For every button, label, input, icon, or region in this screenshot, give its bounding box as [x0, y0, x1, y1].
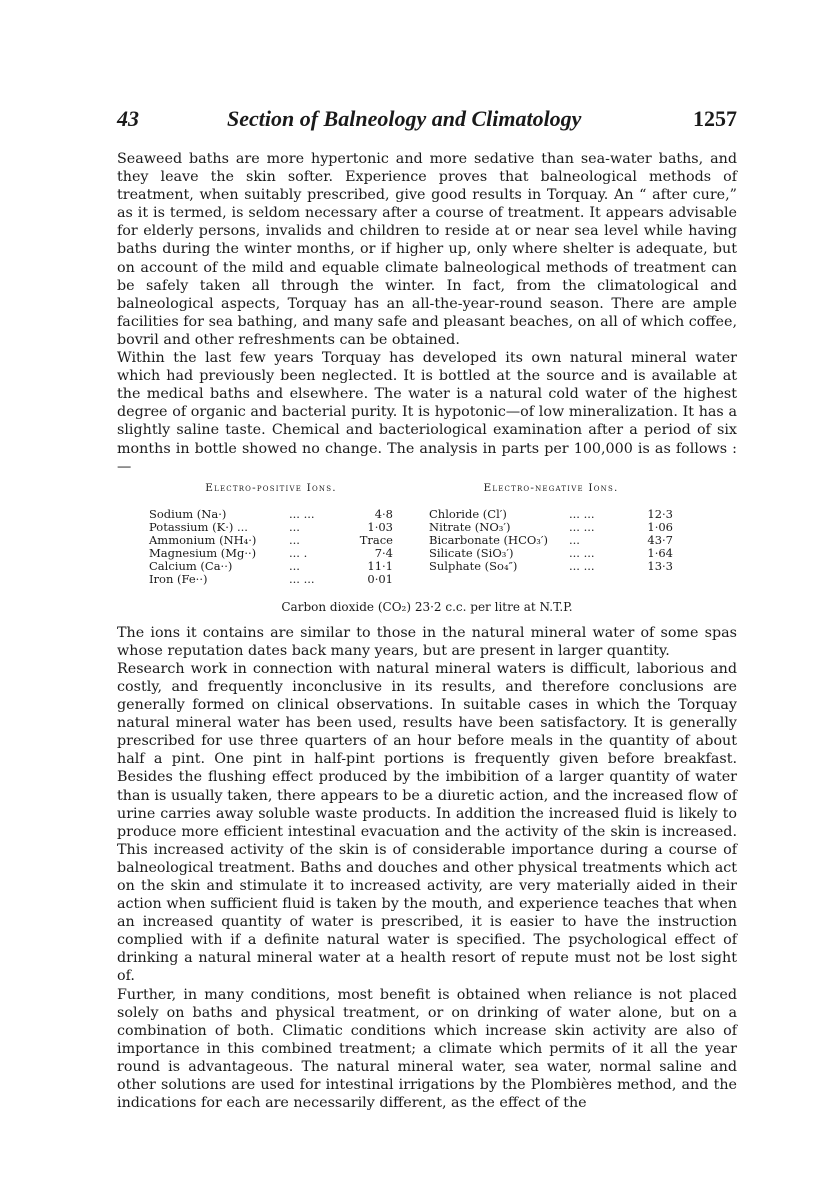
ion-value: 43·7: [647, 532, 673, 547]
leader-dots: ... ...: [569, 558, 595, 573]
ion-value: 1·64: [647, 545, 673, 560]
negative-ions-column: [429, 482, 673, 573]
ion-value: 13·3: [647, 558, 673, 573]
ion-name: Silicate (SiO₃′): [429, 545, 514, 560]
ion-row: [429, 547, 673, 560]
ion-value: 11·1: [367, 558, 393, 573]
ion-name: Bicarbonate (HCO₃′): [429, 532, 549, 547]
page-number: 1257: [693, 106, 737, 131]
negative-ions-heading: Electro-negative Ions.: [483, 481, 619, 494]
ion-value: 4·8: [374, 506, 393, 521]
leader-dots: ...: [289, 558, 300, 573]
ion-analysis-table: [117, 482, 737, 624]
leader-dots: ...: [289, 519, 300, 534]
ion-name: Chloride (Cl′): [429, 506, 507, 521]
ion-row: [149, 508, 393, 521]
leader-dots: ... ...: [569, 506, 595, 521]
header-title: Section of Balneology and Climatology: [227, 106, 582, 131]
leader-dots: ... ...: [289, 506, 315, 521]
ion-value: 1·03: [367, 519, 393, 534]
leader-dots: ... ...: [289, 571, 315, 586]
ion-row: [429, 534, 673, 547]
ion-row: [149, 521, 393, 534]
leader-dots: ...: [289, 532, 300, 547]
ion-name: Sodium (Na·): [149, 506, 227, 521]
ion-name: Potassium (K·) ...: [149, 519, 248, 534]
ion-row: [149, 573, 393, 586]
running-header: [117, 102, 737, 134]
ion-name: Sulphate (So₄″): [429, 558, 518, 573]
ion-row: [149, 547, 393, 560]
ion-value: 0·01: [367, 571, 393, 586]
ion-row: [429, 521, 673, 534]
ion-row: [149, 560, 393, 573]
leader-dots: ... ...: [569, 519, 595, 534]
ion-value: 1·06: [647, 519, 673, 534]
co2-note: Carbon dioxide (CO₂) 23·2 c.c. per litre at N.T.P.: [281, 599, 573, 614]
ion-name: Magnesium (Mg··): [149, 545, 257, 560]
ion-row: [149, 534, 393, 547]
paragraph-research-work: Research work in connection with natural mineral waters is difficult, laborious and costly, and frequently inconclusive in its results, and therefore conclusions are generally formed on clinical observations. In suitable cases in which the Torquay natural mineral water has been used, results have been satisfactory. It is generally prescribed for use three quarters of an hour before meals in the quantity of about half a pint. One pint in half-pint portions is frequently given before breakfast. Besides the flushing effect produced by the imbibition of a larger quantity of water than is usually taken, there appears to be a diuretic action, and the increased flow of urine carries away soluble waste products. In addition the increased fluid is likely to produce more efficient intestinal evacuation and the activity of the skin is increased. This increased activity of the skin is of considerable importance during a course of balneological treatment. Baths and douches and other physical treatments which act on the skin and stimulate it to increased activity, are very materially aided in their action when sufficient fluid is taken by the mouth, and experience teaches that when an increased quantity of water is prescribed, it is easier to have the instruction complied with if a definite natural water is specified. The psychological effect of drinking a natural mineral water at a health resort of repute must not be lost sight of.: [117, 660, 737, 985]
ion-name: Nitrate (NO₃′): [429, 519, 511, 534]
ion-name: Calcium (Ca··): [149, 558, 233, 573]
positive-ions-column: [149, 482, 393, 586]
leader-dots: ...: [569, 532, 580, 547]
ion-row: [429, 560, 673, 573]
ion-name: Iron (Fe··): [149, 571, 208, 586]
positive-ions-heading: Electro-positive Ions.: [205, 481, 337, 494]
ion-value: Trace: [359, 532, 393, 547]
ion-name: Ammonium (NH₄·): [149, 532, 257, 547]
ion-value: 7·4: [374, 545, 393, 560]
leader-dots: ... .: [289, 545, 308, 560]
paragraph-seaweed-baths: Seaweed baths are more hypertonic and more sedative than sea-water baths, and they leave the skin softer. Experience proves that balneological methods of treatment, when suitably prescribed, give good results in Torquay. An “ after cure,” as it is termed, is seldom necessary after a course of treatment. It appears advisable for elderly persons, invalids and children to reside at or near sea level while having baths during the winter months, or if higher up, only where shelter is adequate, but on account of the mild and equable climate balneological methods of treatment can be safely taken all through the winter. In fact, from the climatological and balneological aspects, Torquay has an all-the-year-round season. There are ample facilities for sea bathing, and many safe and pleasant beaches, on all of which coffee, bovril and other refreshments can be obtained.: [117, 151, 737, 348]
header-left-number: 43: [117, 106, 139, 131]
ion-value: 12·3: [647, 506, 673, 521]
paragraph-mineral-water: Within the last few years Torquay has developed its own natural mineral water which had previously been neglected. It is bottled at the source and is available at the medical baths and elsewhere. The water is a natural cold water of the highest degree of organic and bacterial purity. It is hypotonic—of low mineralization. It has a slightly saline taste. Chemical and bacteriological examination after a period of six months in bottle showed no change. The analysis in parts per 100,000 is as follows :—: [117, 350, 737, 475]
paragraph-combined-treatment: Further, in many conditions, most benefit is obtained when reliance is not placed solely on baths and physical treatment, or on drinking of water alone, but on a combination of both. Climatic conditions which increase skin activity are also of importance in this combined treatment; a climate which permits of it all the year round is advantageous. The natural mineral water, sea water, normal saline and other solutions are used for intestinal irrigations by the Plombières method, and the indications for each are necessarily different, as the effect of the: [117, 986, 737, 1112]
leader-dots: ... ...: [569, 545, 595, 560]
body-text: [117, 150, 737, 1112]
ion-row: [429, 508, 673, 521]
paragraph-ions-similar: The ions it contains are similar to those in the natural mineral water of some spas whose reputation dates back many years, but are present in larger quantity.: [117, 624, 737, 659]
